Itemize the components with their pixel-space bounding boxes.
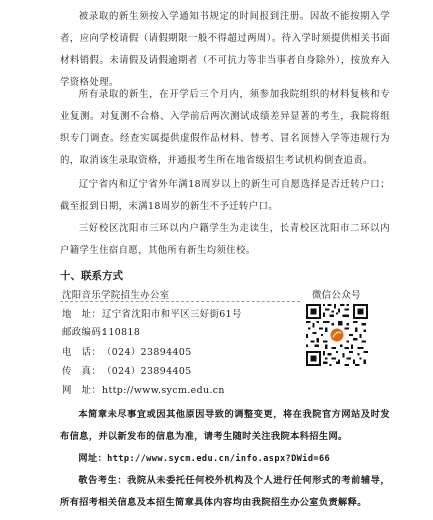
wechat-qr-code-icon (306, 304, 368, 366)
contact-value: （024）23894405 (102, 347, 192, 358)
contact-website (62, 382, 225, 396)
admissions-office-name: 沈阳音乐学院招生办公室 (62, 290, 170, 301)
contact-label: 邮政编码： (62, 327, 111, 338)
notice-url-link[interactable]: http://www.sycm.edu.cn/info.aspx?DWid=66 (107, 454, 331, 464)
contact-value: （024）23894405 (102, 366, 192, 377)
section-heading-contact: 十、联系方式 (60, 270, 123, 282)
contact-postcode (62, 324, 140, 338)
contact-label: 地 址： (62, 309, 102, 320)
contact-address (62, 306, 242, 320)
paragraph-household: 辽宁省内和辽宁省外年满18周岁以上的新生可自愿选择是否迁转户口；截至报到日期，未满18周岁的新生不予迁转户口。 (60, 179, 390, 212)
notice-update: 本简章未尽事宜或因其他原因导致的调整变更，将在我院官方网站及时发布信息，并以新发布的信息为准，请考生随时关注我院本科招生网。 (60, 409, 390, 442)
contact-label: 传 真： (62, 366, 102, 377)
paragraph-residence: 三好校区沈阳市三环以内户籍学生为走读生，长青校区沈阳市二环以内户籍学生住宿自愿，其他所有新生均须住校。 (60, 223, 390, 256)
notice-warning: 敬告考生：我院从未委托任何校外机构及个人进行任何形式的考前辅导，所有招考相关信息及本招生简章具体内容均由我院招生办公室负责解释。 (60, 475, 390, 508)
contact-label: 电 话： (62, 347, 102, 358)
notice-url-line (60, 448, 390, 470)
contact-phone (62, 344, 192, 358)
divider (60, 301, 300, 302)
contact-label: 网 址： (62, 385, 102, 396)
contact-website-link[interactable]: http://www.sycm.edu.cn (102, 385, 225, 396)
contact-value: 辽宁省沈阳市和平区三好街61号 (102, 309, 242, 320)
contact-value: 110818 (102, 327, 141, 338)
contact-fax (62, 363, 192, 377)
paragraph-registration: 被录取的新生须按入学通知书规定的时间报到注册。因故不能按期入学者，应向学校请假（请假期限一般不得超过两周）。待入学时须提供相关书面材料销假。未请假及请假逾期者（不可抗力等非当事者自身除外），按放弃入学资格处理。 (60, 11, 390, 88)
notice-url-label: 网址： (78, 453, 108, 464)
paragraph-review: 所有录取的新生，在开学后三个月内，须参加我院组织的材料复核和专业复测。对复测不合格、入学前后两次测试成绩差异显著的考生，我院将组织专门调查。经查实属提供虚假作品材料、替考、冒名顶替入学等违规行为的，取消该生录取资格，并通报考生所在地省级招生考试机构倒查追责。 (60, 89, 390, 166)
wechat-label: 微信公众号 (312, 290, 361, 301)
